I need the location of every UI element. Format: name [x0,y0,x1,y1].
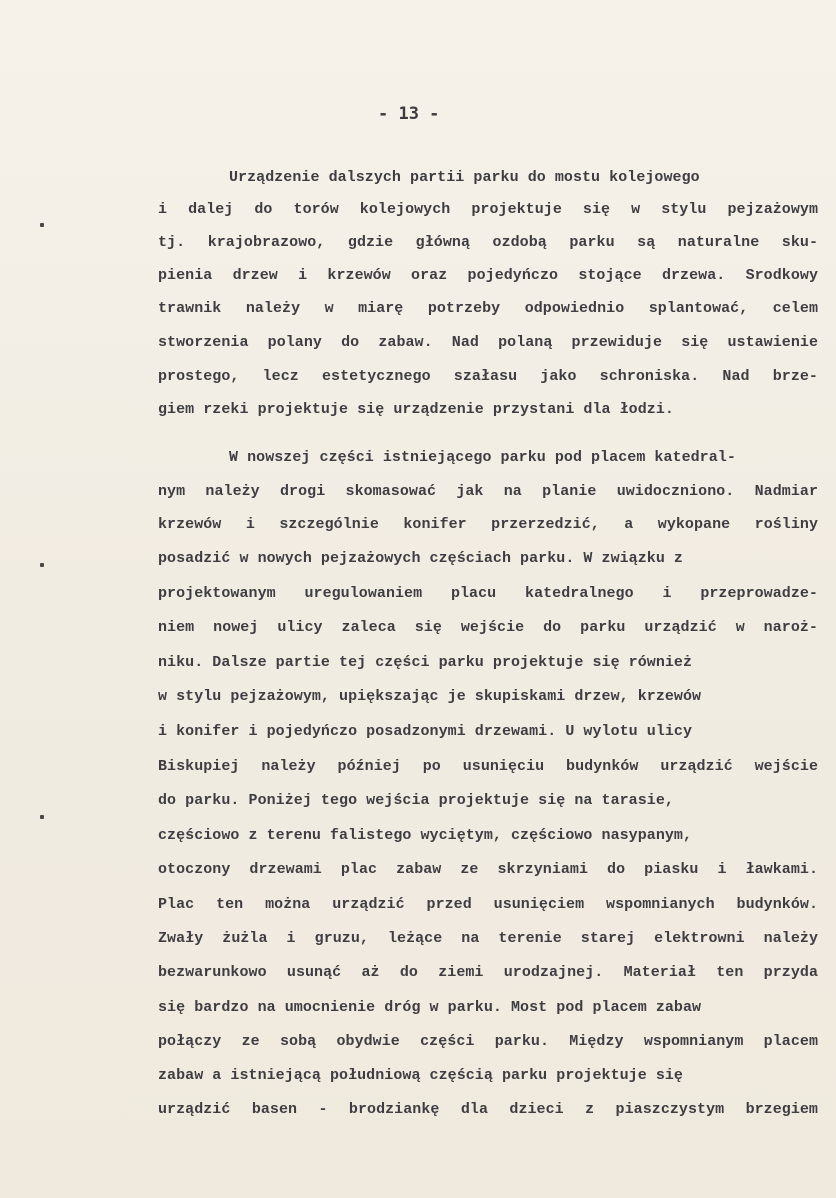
page-number: - 13 - [378,104,440,124]
paragraph-2-line-5: projektowanym uregulowaniem placu katedralnego i przeprowadze- [158,585,818,602]
paragraph-2-line-2: nym należy drogi skomasować jak na planie uwidoczniono. Nadmiar [158,483,818,500]
paragraph-1-line-3: tj. krajobrazowo, gdzie główną ozdobą parku są naturalne sku- [158,234,818,251]
paragraph-1-line-7: prostego, lecz estetycznego szałasu jako schroniska. Nad brze- [158,368,818,385]
paragraph-2-line-11: do parku. Poniżej tego wejścia projektuje się na tarasie, [158,792,674,809]
paragraph-1-line-2: i dalej do torów kolejowych projektuje się w stylu pejzażowym [158,201,818,218]
paragraph-2-line-4: posadzić w nowych pejzażowych częściach parku. W związku z [158,550,683,567]
paragraph-2-line-15: Zwały żużla i gruzu, leżące na terenie starej elektrowni należy [158,930,818,947]
paragraph-2-line-1: W nowszej części istniejącego parku pod placem katedral- [229,449,736,466]
paragraph-2-line-17: się bardzo na umocnienie dróg w parku. Most pod placem zabaw [158,999,702,1016]
margin-mark [40,563,44,567]
paragraph-2-line-7: niku. Dalsze partie tej części parku projektuje się również [158,654,693,671]
paragraph-2-line-8: w stylu pejzażowym, upiększając je skupiskami drzew, krzewów [158,688,702,705]
margin-mark [40,815,44,819]
paragraph-1-line-1: Urządzenie dalszych partii parku do mostu kolejowego [229,169,700,186]
paragraph-1-line-6: stworzenia polany do zabaw. Nad polaną przewiduje się ustawienie [158,334,818,351]
paragraph-2-line-19: zabaw a istniejącą południową częścią parku projektuje się [158,1067,683,1084]
paragraph-2-line-12: częściowo z terenu falistego wyciętym, częściowo nasypanym, [158,827,693,844]
paragraph-2-line-20: urządzić basen - brodziankę dla dzieci z piaszczystym brzegiem [158,1101,818,1118]
paragraph-1-line-4: pienia drzew i krzewów oraz pojedyńczo stojące drzewa. Srodkowy [158,267,818,284]
paragraph-2-line-13: otoczony drzewami plac zabaw ze skrzyniami do piasku i ławkami. [158,861,818,878]
paragraph-2-line-9: i konifer i pojedyńczo posadzonymi drzewami. U wylotu ulicy [158,723,693,740]
paragraph-2-line-14: Plac ten można urządzić przed usunięciem wspomnianych budynków. [158,896,818,913]
paragraph-2-line-18: połączy ze sobą obydwie części parku. Między wspomnianym placem [158,1033,818,1050]
paragraph-2-line-3: krzewów i szczególnie konifer przerzedzić, a wykopane rośliny [158,516,818,533]
margin-mark [40,223,44,227]
paragraph-1-line-5: trawnik należy w miarę potrzeby odpowiednio splantować, celem [158,300,818,317]
paragraph-2-line-10: Biskupiej należy później po usunięciu budynków urządzić wejście [158,758,818,775]
paragraph-2-line-16: bezwarunkowo usunąć aż do ziemi urodzajnej. Materiał ten przyda [158,964,818,981]
paragraph-2-line-6: niem nowej ulicy zaleca się wejście do parku urządzić w naroż- [158,619,818,636]
paragraph-1-line-8: giem rzeki projektuje się urządzenie przystani dla łodzi. [158,401,674,418]
